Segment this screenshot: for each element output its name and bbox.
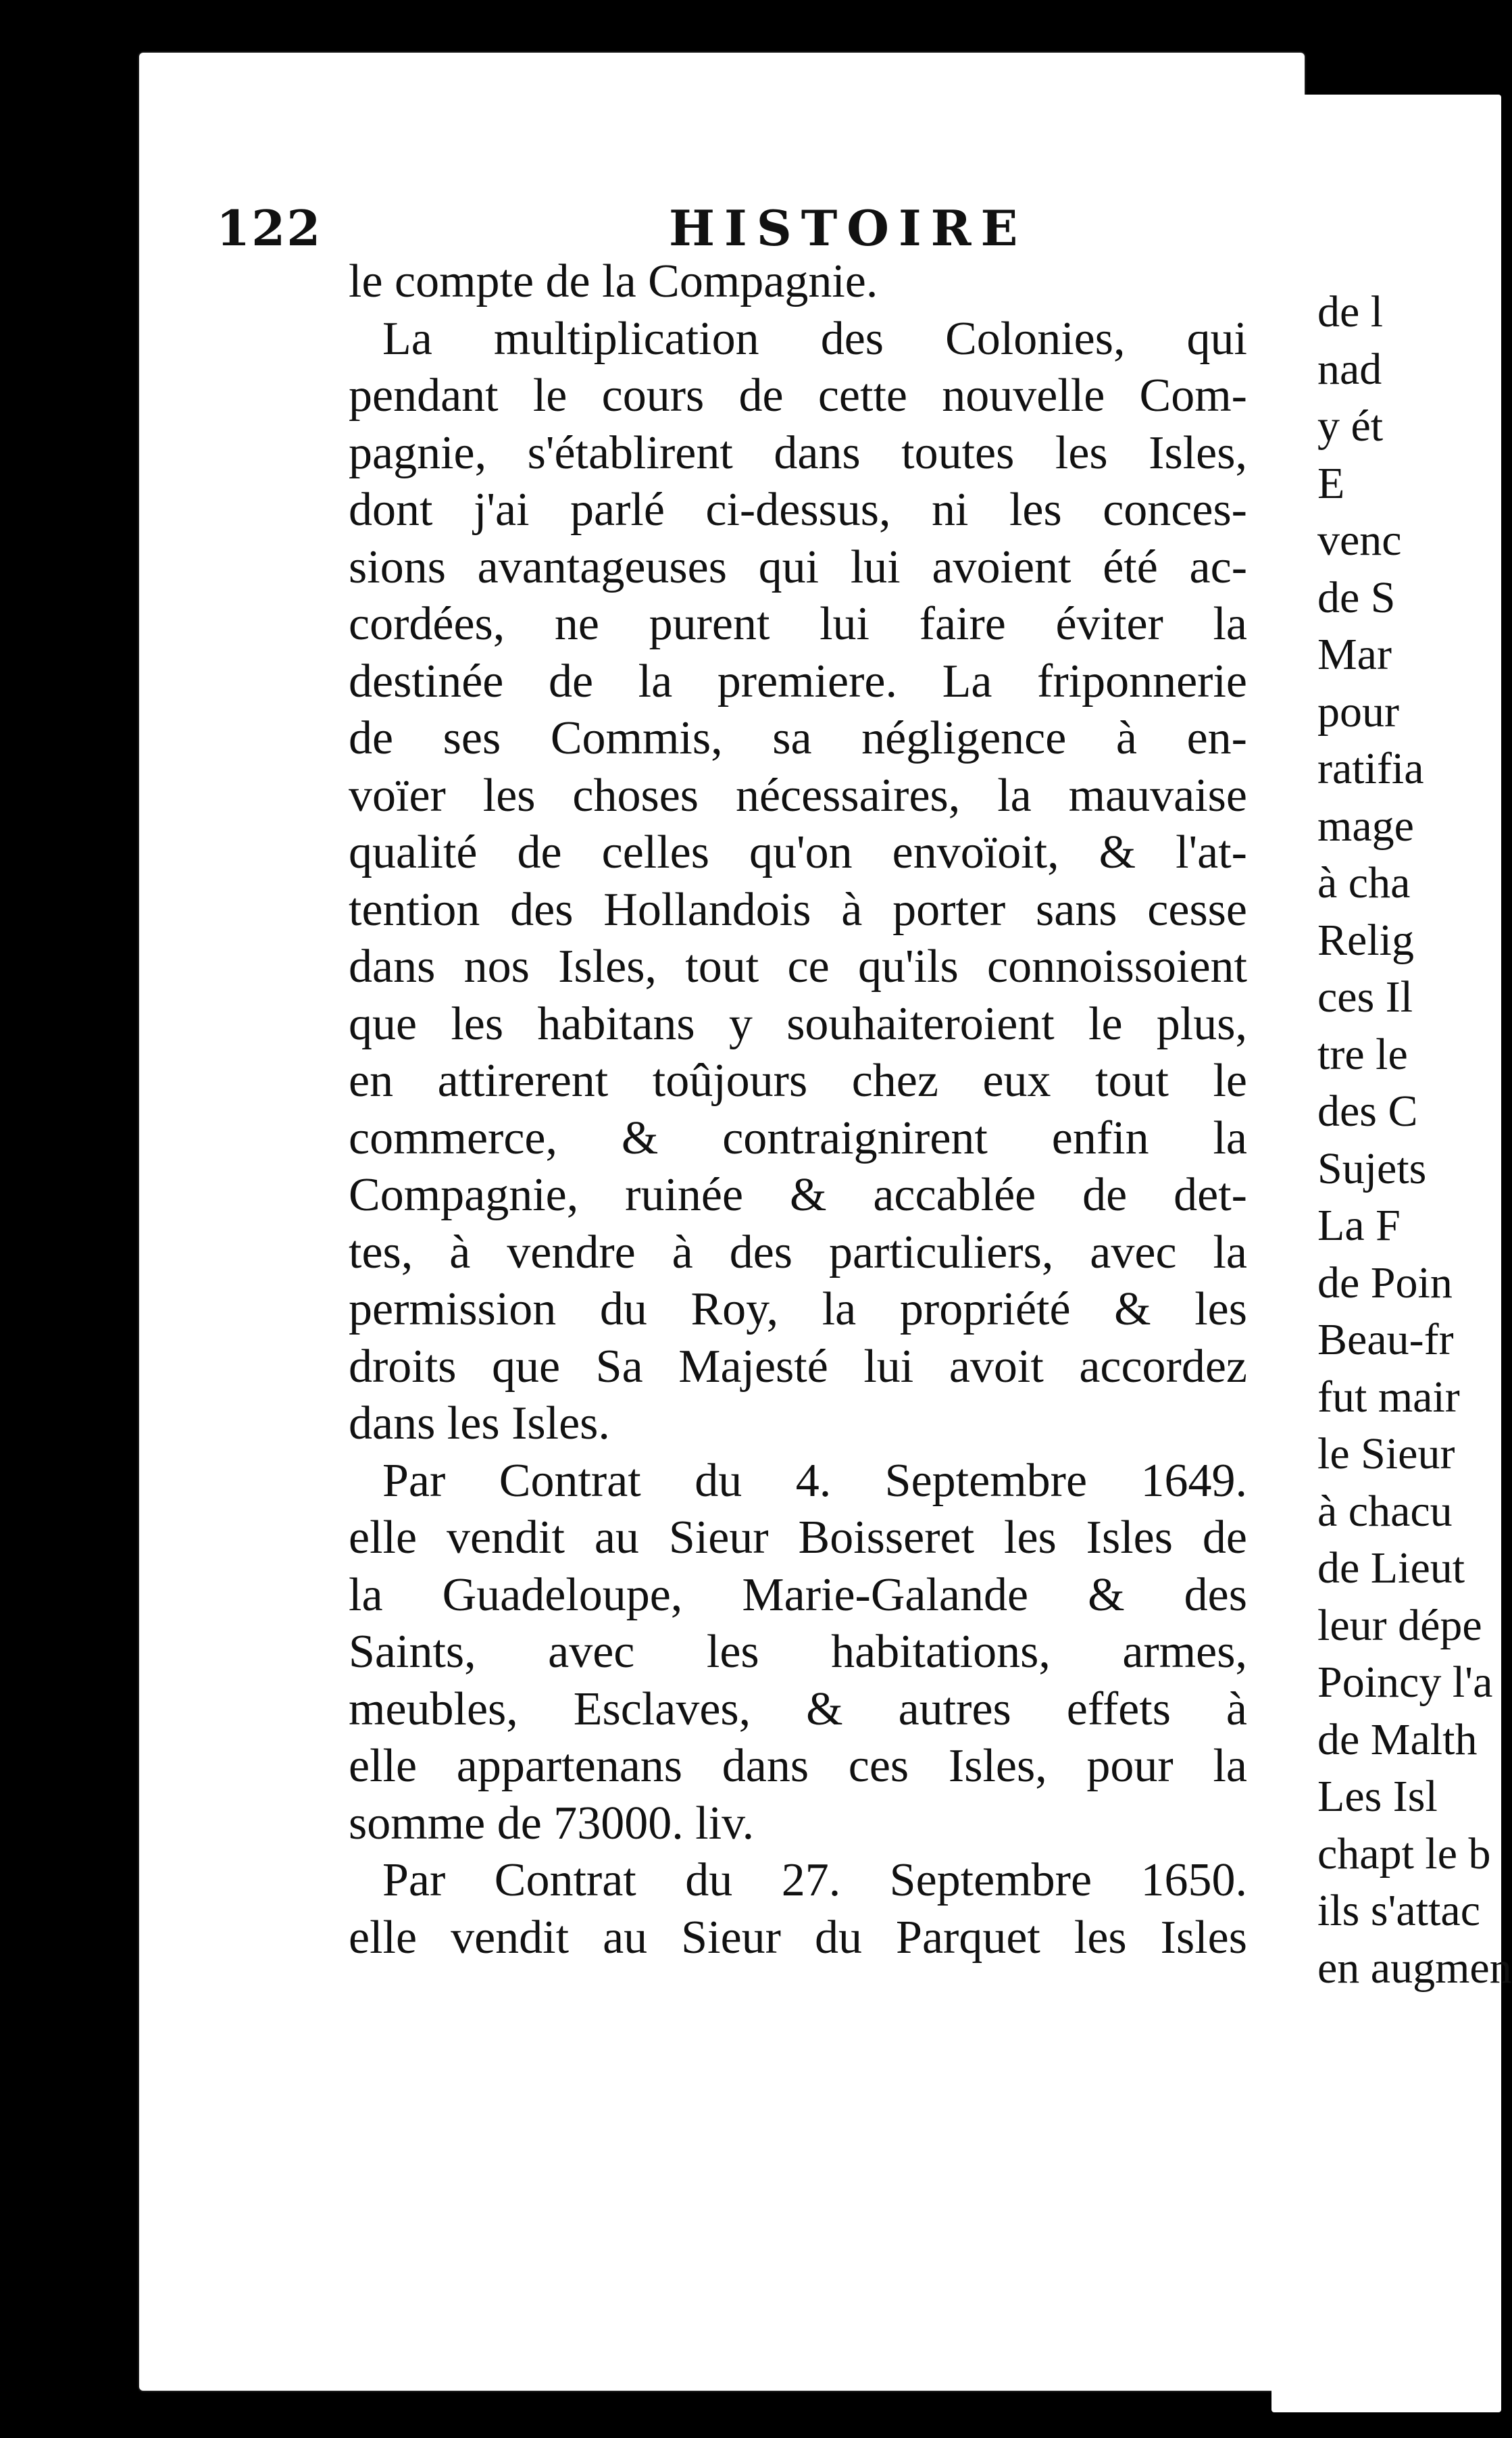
text-line: Mar — [1317, 630, 1392, 679]
text-line: elle appartenans dans ces Isles, pour la — [349, 1740, 1247, 1792]
running-head — [216, 199, 1250, 260]
left-page-text — [349, 253, 1247, 1966]
text-line: mage — [1317, 801, 1414, 851]
text-line: Par Contrat du 27. Septembre 1650. — [382, 1854, 1247, 1906]
text-line: Compagnie, ruinée & accablée de det- — [349, 1169, 1247, 1221]
text-line: Les Isl — [1317, 1772, 1438, 1821]
text-line: dont j'ai parlé ci-dessus, ni les conces- — [349, 484, 1247, 536]
text-line: le compte de la Compagnie. — [349, 255, 878, 307]
text-line: tre le — [1317, 1029, 1408, 1079]
text-line: dans les Isles. — [349, 1397, 610, 1449]
text-line: elle vendit au Sieur Boisseret les Isles de — [349, 1512, 1247, 1564]
text-line: elle vendit au Sieur du Parquet les Isles — [349, 1911, 1247, 1964]
text-line: chapt le b — [1317, 1829, 1491, 1879]
text-line: cordées, ne purent lui faire éviter la — [349, 598, 1247, 650]
text-line: à cha — [1317, 858, 1411, 907]
text-line: à chacu — [1317, 1486, 1453, 1536]
text-line: venc — [1317, 516, 1402, 565]
text-line: de Lieut — [1317, 1543, 1465, 1593]
text-line: de Malth — [1317, 1714, 1478, 1764]
text-line: commerce, & contraignirent enfin la — [349, 1112, 1247, 1164]
text-line: La multiplication des Colonies, qui — [382, 312, 1247, 365]
text-line: la Guadeloupe, Marie-Galande & des — [349, 1568, 1247, 1621]
text-line: dans nos Isles, tout ce qu'ils connoissoient — [349, 941, 1247, 993]
text-line: de ses Commis, sa négligence à en- — [349, 712, 1247, 764]
text-line: de l — [1317, 287, 1384, 337]
text-line: des C — [1317, 1087, 1418, 1136]
text-line: Poincy l'a — [1317, 1658, 1493, 1707]
page-number: 122 — [216, 199, 322, 257]
text-line: leur dépe — [1317, 1600, 1482, 1650]
text-line: Saints, avec les habitations, armes, — [349, 1626, 1247, 1678]
text-line: de S — [1317, 572, 1396, 622]
text-line: La F — [1317, 1201, 1401, 1250]
right-page-text — [1317, 284, 1512, 1997]
text-line: pour — [1317, 687, 1399, 737]
text-line: que les habitans y souhaiteroient le plus, — [349, 997, 1247, 1050]
text-line: Par Contrat du 4. Septembre 1649. — [382, 1454, 1247, 1507]
text-line: somme de 73000. liv. — [349, 1797, 755, 1849]
text-line: le Sieur — [1317, 1429, 1455, 1478]
text-line: Beau-fr — [1317, 1315, 1454, 1364]
text-line: en attirerent toûjours chez eux tout le — [349, 1055, 1247, 1107]
text-line: qualité de celles qu'on envoïoit, & l'at- — [349, 826, 1247, 878]
text-line: permission du Roy, la propriété & les — [349, 1283, 1247, 1335]
text-line: ces Il — [1317, 972, 1413, 1022]
text-line: nad — [1317, 344, 1382, 394]
running-title: HISTOIRE — [669, 199, 1028, 257]
text-line: voïer les choses nécessaires, la mauvaise — [349, 769, 1247, 822]
text-line: de Poin — [1317, 1258, 1453, 1308]
text-line: pagnie, s'établirent dans toutes les Isles, — [349, 426, 1247, 479]
text-line: destinée de la premiere. La friponnerie — [349, 655, 1247, 707]
text-line: Relig — [1317, 915, 1414, 965]
text-line: sions avantageuses qui lui avoient été ac- — [349, 541, 1247, 593]
text-line: Sujets — [1317, 1143, 1427, 1193]
text-line: ratifia — [1317, 744, 1424, 793]
text-line: tention des Hollandois à porter sans cesse — [349, 883, 1247, 936]
text-line: E — [1317, 458, 1345, 508]
text-line: fut mair — [1317, 1372, 1460, 1422]
text-line: en augmen — [1317, 1943, 1512, 1993]
text-line: meubles, Esclaves, & autres effets à — [349, 1683, 1247, 1735]
text-line: pendant le cours de cette nouvelle Com- — [349, 370, 1247, 422]
text-line: droits que Sa Majesté lui avoit accordez — [349, 1340, 1247, 1393]
text-line: tes, à vendre à des particuliers, avec la — [349, 1226, 1247, 1278]
text-line: y ét — [1317, 401, 1384, 451]
text-line: ils s'attac — [1317, 1886, 1480, 1935]
